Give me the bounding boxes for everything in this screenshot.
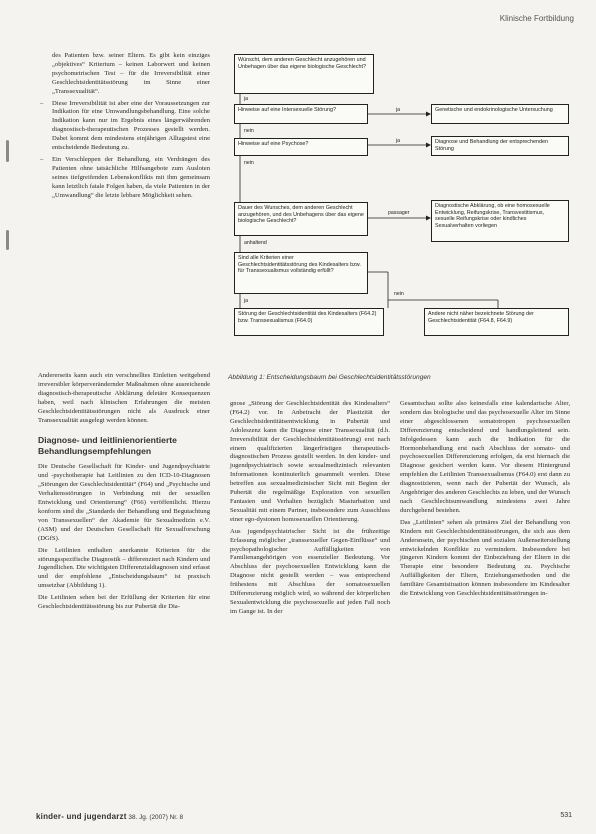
- figure-caption: Abbildung 1: Entscheidungsbaum bei Geschlechtsidentitätsstörungen: [228, 374, 431, 381]
- label-yes: ja: [396, 138, 401, 144]
- paragraph: Die Leitlinien sehen bei der Erfüllung der Kriterien für eine Geschlechtsidentitätsstörung bis zur Pubertät die Dia-: [38, 594, 210, 611]
- decision-box-psychosis: Hinweise auf eine Psychose?: [234, 138, 368, 156]
- decision-box-criteria: Sind alle Kriterien einer Geschlechtsidentitätsstörung des Kindesalters bzw. für Transsexualismus vollständig erfüllt?: [234, 252, 368, 294]
- result-box-differential: Diagnostische Abklärung, ob eine homosexuelle Entwicklung, Reifungskrise, Transvestitismus, sexuelle Reifungskrise oder kindliches Sexualverhalten vorliegen: [431, 200, 569, 242]
- decision-box-intersex: Hinweise auf eine Intersexuelle Störung?: [234, 104, 368, 124]
- result-box-treatment: Diagnose und Behandlung der entsprechenden Störung: [431, 136, 569, 156]
- section-heading: Diagnose- und leitlinienorientierte Behandlungsempfehlungen: [38, 435, 177, 457]
- list-item: – Ein Verschleppen der Behandlung, ein Verdrängen des Patienten ohne tatsächliche Hilfsangebote zum Ausloten seines tiefgreifenden Lebenskonflikts mit ihm gemeinsam kann letztlich fatale Folgen haben, da viele Patienten in der „Umwandlung“ die letzte lebbare Möglichkeit sehen.: [38, 156, 210, 201]
- label-no: nein: [244, 160, 254, 166]
- column-3: [400, 400, 570, 602]
- result-box-gid-diagnosis: Störung der Geschlechtsidentität des Kindesalters (F64.2) bzw. Transsexualismus (F64.0): [234, 308, 384, 336]
- label-no: nein: [244, 128, 254, 134]
- label-yes: ja: [244, 96, 249, 102]
- label-yes: ja: [396, 107, 401, 113]
- paragraph: gnose „Störung der Geschlechtsidentität des Kindesalters“ (F64.2) vor. In Anbetracht der Plastizität der Geschlechtsidentitätsentwicklung in Pubertät und Adoleszenz kann die Diagnose einer Transsexualität (d.h. Irreversibilität der Geschlechtsidentitätsstörung) erst nach einem qualifizierten längerfristigen therapeutisch-diagnostischen Prozess gestellt werden. In den kinder- und jugendpsychiatrisch sowie sexualmedizinisch relevanten Informationen kontinuierlich gesammelt werden. Diese betreffen aus sexualmedizinischer Sicht mit Beginn der Pubertät die regelmäßige Exploration von sexuellen Fantasien und Verhalten bezüglich Masturbation und Sexualität mit einem Partner, insbesondere zum Ausschluss einer ego-dystonen homosexuellen Orientierung.: [230, 400, 390, 523]
- column-2: [230, 400, 390, 620]
- paragraph: Gesamtschau sollte also keinesfalls eine kalendarische Alter, sondern das biologische und das psychosexuelle Alter im Sinne einer abgeschlossenen somatotropen psychosexuellen Differenzierung entscheidend und handlungsleitend sein. Infolgedessen kann auch die Indikation für die Hormonbehandlung erst nach Abschluss der somato- und psychosexuellen Differenzierung erfolgen, da erst hiernach die Diagnose gesichert werden kann. Vor diesem Hintergrund empfehlen die Leitlinien Transsexualismus (F64.0) erst dann zu diagnostizieren, wenn nach der Pubertät der Wunsch, als Angehöriger des anderen Geschlechts zu leben, und der Wunsch nach Geschlechtsumwandlung mindestens zwei Jahre durchgehend bestehen.: [400, 400, 570, 514]
- result-box-genetic: Genetische und endokrinologische Untersuchung: [431, 104, 569, 124]
- column-1-bottom: [38, 372, 210, 615]
- binding-mark-mid: [6, 230, 9, 250]
- label-yes: ja: [244, 298, 249, 304]
- paragraph: Das „Leitlinien“ sehen als primäres Ziel der Behandlung von Kindern mit Geschlechtsidentitätsstörungen, die sich aus dem Andersnsein, der psychischen und sozialen Außenseiterstellung entwickelnden Konflikte zu vermindern. Insbesondere bei jüngeren Kindern kommt der Einbeziehung der Eltern in die Therapie eine besondere Bedeutung zu. Psychische Auffälligkeiten der Eltern, Erziehungsmethoden und die familiäre Gesamtsituation können insbesondere im Kindesalter die Entwicklung von Geschlechtsidentitätsstörungen in-: [400, 518, 570, 598]
- page-number: 531: [560, 812, 572, 819]
- decision-box-duration: Dauer des Wunsches, dem anderen Geschlecht anzugehören, und des Unbehagens über das eigene biologische Geschlecht?: [234, 202, 368, 236]
- paragraph: Die Leitlinien enthalten anerkannte Kriterien für die störungsspezifische Diagnostik – differenziert nach Kindern und Jugendlichen. Die wichtigsten Differenzialdiagnosen sind erfasst und der empfohlene „Entscheidungsbaum“ ist praxisch umsetzbar (Abbildung 1).: [38, 546, 210, 590]
- paragraph: Die Deutsche Gesellschaft für Kinder- und Jugendpsychiatrie und -psychotherapie hat Leitlinien zu den ICD-10-Diagnosen „Störungen der Geschlechtsidentität“ (F64) und „Psychische und Verhaltensstörungen in Verbindung mit der sexuellen Entwicklung und Orientierung“ (F66) veröffentlicht. Hierzu konform sind die „Standards der Behandlung und Begutachtung von Transsexuellen“ der Akademie für Sexualmedizin e.V. (ASM) und der Deutschen Gesellschaft für Sexualforschung (DGfS).: [38, 463, 210, 542]
- paragraph: Andererseits kann auch ein verschnelltes Einleiten weitgehend irreversibler körperverändernder Maßnahmen ohne ausreichende diagnostisch-therapeutische Abklärung deletäre Konsequenzen haben, weil nach klinischen Erfahrungen die meisten Geschlechtsidentitätsstörungen nicht als Ausdruck einer Transsexualität ausgelegt werden können.: [38, 372, 210, 424]
- journal-name: kinder- und jugendarzt: [36, 812, 127, 821]
- decision-box-wish: Wünscht, dem anderen Geschlecht anzugehören und Unbehagen über das eigene biologische Geschlecht?: [234, 54, 374, 94]
- list-item: – Diese Irreversibilität ist aber eine der Voraussetzungen zur Indikation für eine Umwandlungsbehandlung. Eine solche Indikation kann nur im Ergebnis eines längerwährenden diagnostisch-therapeutischen Prozesses gestellt werden. Dabei kommt dem mindestens einjährigen Alltagstest eine entscheidende Bedeutung zu.: [38, 100, 210, 153]
- section-header: Klinische Fortbildung: [499, 14, 574, 23]
- column-1-top: [38, 52, 210, 204]
- label-persistent: anhaltend: [244, 240, 267, 246]
- footer-journal: [36, 812, 183, 821]
- paragraph: Aus jugendpsychiatrischer Sicht ist die frühzeitige Erfassung möglicher „transsexueller Gegen-Einflüsse“ und psychopathologischer Auffälligkeiten von Familienangehörigen von essenzieller Bedeutung. Vor Abschluss der psychosexuellen Entwicklung kann die Diagnose nicht gestellt werden – was entsprechend frühestens mit Abschluss der somatosexuellen Differenzierung möglich wird, so während der körperlichen Sexualentwicklung die psychosexuelle auf jeden Fall noch im Gange ist. In der: [230, 527, 390, 615]
- binding-mark-top: [6, 140, 9, 162]
- decision-tree-figure: [228, 52, 574, 368]
- label-transient: passager: [388, 210, 410, 216]
- result-box-other-gid: Andere nicht näher bezeichnete Störung der Geschlechtsidentität (F64.8, F64.9): [424, 308, 569, 336]
- paragraph: des Patienten bzw. seiner Eltern. Es gibt kein einziges „objektives“ Kriterium – keinen Laborwert und keinen psychometrischen Test – für die Irreversibilität einer Geschlechtsidentitätsstörung im Sinne einer „Transsexualität“.: [52, 52, 210, 95]
- label-no: nein: [394, 291, 404, 297]
- journal-issue: 38. Jg. (2007) Nr. 8: [128, 814, 184, 821]
